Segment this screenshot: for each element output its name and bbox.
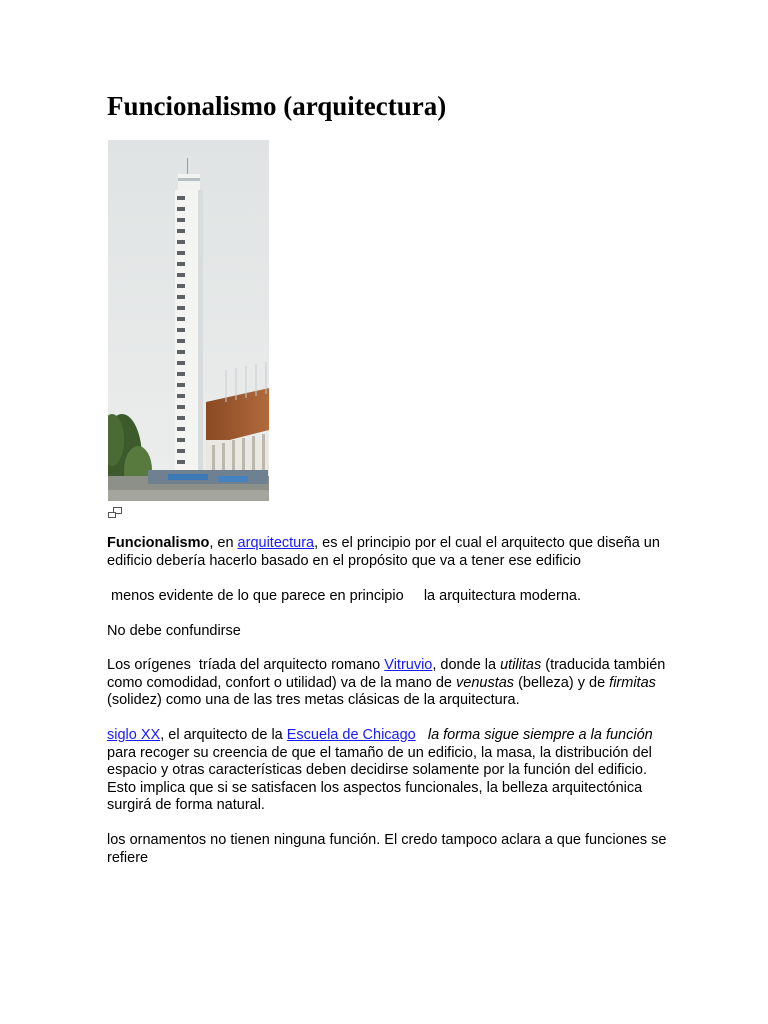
text-run: la arquitectura moderna.: [423, 588, 581, 604]
text-run: Los orígenes tríada del arquitecto romano: [107, 657, 385, 673]
link-arquitectura[interactable]: arquitectura: [237, 535, 315, 551]
text-run: menos evidente de lo que parece en principio: [107, 588, 404, 604]
tower-photo[interactable]: [108, 140, 269, 501]
term-funcionalismo: Funcionalismo: [107, 535, 210, 551]
text-run: para recoger su creencia de que el tamaño de un edificio, la masa, la distribución del espacio y otras características deben decidirse solamente por la función del edificio. Esto implica que si se satisfacen los aspectos funcionales, la belleza arquitectónica surgirá de forma natural.: [107, 744, 652, 813]
text-run: (solidez) como una de las tres metas clásicas de la arquitectura.: [107, 692, 520, 708]
text-run: , es el principio por el cual el arquitecto que diseña un edificio debería hacerlo basado en el propósito que va a tener ese edificio: [107, 535, 660, 569]
enlarge-image-icon[interactable]: [107, 506, 123, 520]
paragraph-ornaments: [107, 832, 667, 867]
paragraph-origins: [107, 657, 667, 710]
paragraph-modern: [107, 588, 667, 606]
text-run: , el arquitecto de la: [160, 727, 287, 743]
text-run: No debe confundirse: [107, 623, 241, 639]
text-run: (belleza) y de: [514, 674, 610, 691]
link-escuela-de-chicago[interactable]: Escuela de Chicago: [286, 727, 416, 743]
quote-forma-funcion: la forma sigue siempre a la función: [427, 727, 653, 743]
text-run: , donde la: [432, 657, 501, 673]
text-run: los ornamentos no tienen ninguna función. El credo tampoco aclara a que funciones se refiere: [107, 832, 667, 866]
term-firmitas: firmitas: [609, 674, 656, 691]
text-run: (traducida también como comodidad, confort o utilidad) va de la mano de: [107, 657, 666, 691]
term-utilitas: utilitas: [500, 657, 542, 673]
page-title: Funcionalismo (arquitectura): [107, 91, 447, 121]
paragraph-definition: [107, 535, 667, 570]
term-venustas: venustas: [456, 674, 515, 691]
text-run: , en: [209, 535, 238, 551]
link-siglo-xx[interactable]: siglo XX: [107, 727, 161, 743]
paragraph-chicago: [107, 727, 667, 815]
link-vitruvio[interactable]: Vitruvio: [384, 657, 433, 673]
paragraph-confusion: [107, 623, 667, 641]
